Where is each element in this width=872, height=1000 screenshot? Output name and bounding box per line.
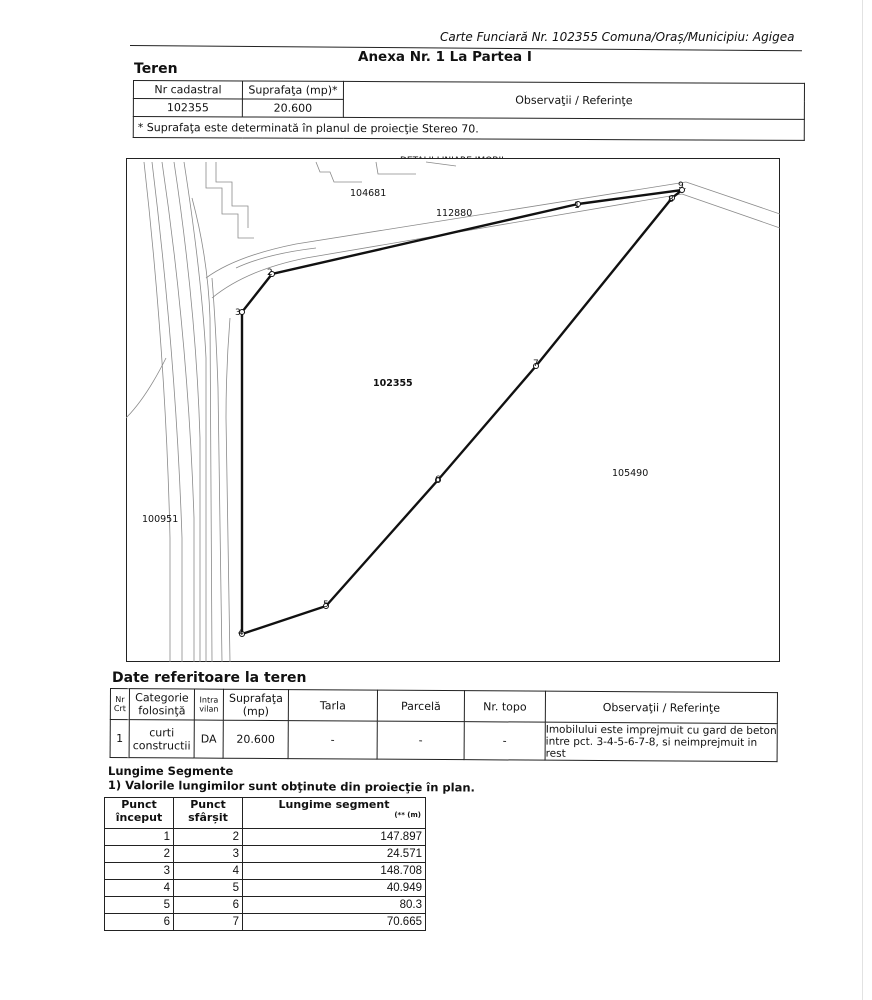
neighbor-104681: 104681 [350, 188, 387, 199]
segment-end: 5 [174, 880, 243, 897]
table-row [105, 880, 426, 897]
page-edge-rule [862, 0, 863, 1000]
row-nr-crt: 1 [110, 720, 129, 758]
segment-start: 1 [105, 829, 174, 846]
table-row [105, 863, 426, 880]
segment-length: 24.571 [243, 846, 426, 863]
annex-title: Anexa Nr. 1 La Partea I [358, 49, 532, 65]
suprafata-value: 20.600 [242, 99, 343, 117]
point-1-label: 1 [574, 201, 580, 211]
header-lungime [243, 798, 426, 829]
nr-cadastral-value: 102355 [133, 99, 242, 117]
header-observatii-date: Observaţii / Referinţe [545, 691, 777, 723]
point-7-label: 7 [533, 359, 539, 369]
segment-length: 40.949 [243, 880, 426, 897]
table-row [105, 846, 426, 863]
segment-start: 2 [105, 846, 174, 863]
header-parcela: Parcelă [377, 690, 464, 722]
point-6-label: 6 [435, 475, 441, 485]
row-intra: DA [194, 720, 223, 758]
parcel-map [126, 158, 780, 662]
header-intra: Intra vilan [194, 689, 223, 720]
segment-end: 3 [174, 846, 243, 863]
neighbor-100951: 100951 [142, 514, 179, 525]
point-3-label: 3 [235, 308, 241, 318]
row-nr-topo: - [464, 722, 545, 760]
row-tarla: - [288, 721, 377, 760]
segment-end: 4 [174, 863, 243, 880]
header-lungime-label: Lungime segment [278, 798, 390, 811]
segment-start: 5 [105, 897, 174, 914]
header-nr-cadastral: Nr cadastral [133, 81, 242, 99]
header-punct-inceput: Punct început [105, 798, 174, 829]
table-row [105, 914, 426, 931]
row-parcela: - [377, 721, 464, 760]
carte-funciara-header: Carte Funciară Nr. 102355 Comuna/Oraș/Municipiu: Agigea [440, 30, 795, 44]
segment-end: 2 [174, 829, 243, 846]
header-observatii: Observaţii / Referinţe [343, 81, 804, 119]
neighbor-105490: 105490 [612, 468, 649, 479]
point-2-label: 2 [267, 268, 273, 278]
segment-start: 4 [105, 880, 174, 897]
point-4-label: 4 [238, 628, 244, 638]
lungime-subtitle: 1) Valorile lungimilor sunt obţinute din proiecţie în plan. [107, 778, 475, 795]
parcel-label: 102355 [373, 378, 413, 389]
header-punct-sfarsit: Punct sfârșit [174, 798, 243, 829]
map-frame [127, 159, 780, 662]
date-teren-table [110, 688, 778, 762]
header-lungime-unit: (** (m) [394, 811, 421, 819]
point-8-label: 8 [668, 195, 674, 205]
header-suprafata: Suprafaţa (mp)* [242, 81, 343, 99]
neighbor-112880: 112880 [436, 208, 473, 219]
date-teren-title: Date referitoare la teren [112, 670, 307, 686]
header-nr-topo: Nr. topo [464, 691, 545, 722]
segment-length: 148.708 [243, 863, 426, 880]
segment-length: 80.3 [243, 897, 426, 914]
teren-title: Teren [134, 61, 178, 77]
header-nr-crt: Nr Crt [110, 689, 129, 720]
segment-length: 70.665 [243, 914, 426, 931]
segment-end: 6 [174, 897, 243, 914]
row-categorie: curti constructii [129, 720, 194, 758]
segment-end: 7 [174, 914, 243, 931]
stereo-note: * Suprafaţa este determinată în planul de proiecţie Stereo 70. [133, 117, 804, 141]
lungime-title: Lungime Segmente [108, 764, 234, 778]
segment-length: 147.897 [243, 829, 426, 846]
row-suprafata: 20.600 [223, 720, 288, 758]
point-9-label: 9 [678, 181, 684, 191]
table-row [105, 897, 426, 914]
header-tarla: Tarla [288, 690, 377, 722]
row-observatii: Imobilului este imprejmuit cu gard de beton intre pct. 3-4-5-6-7-8, si neimprejmuit in rest [545, 722, 777, 761]
point-5-label: 5 [323, 600, 329, 610]
header-categorie: Categorie folosinţă [129, 689, 194, 720]
segment-start: 3 [105, 863, 174, 880]
table-row [105, 829, 426, 846]
header-suprafata-date: Suprafaţa (mp) [223, 689, 288, 720]
segment-start: 6 [105, 914, 174, 931]
teren-table [133, 80, 805, 141]
segments-table [104, 797, 426, 931]
